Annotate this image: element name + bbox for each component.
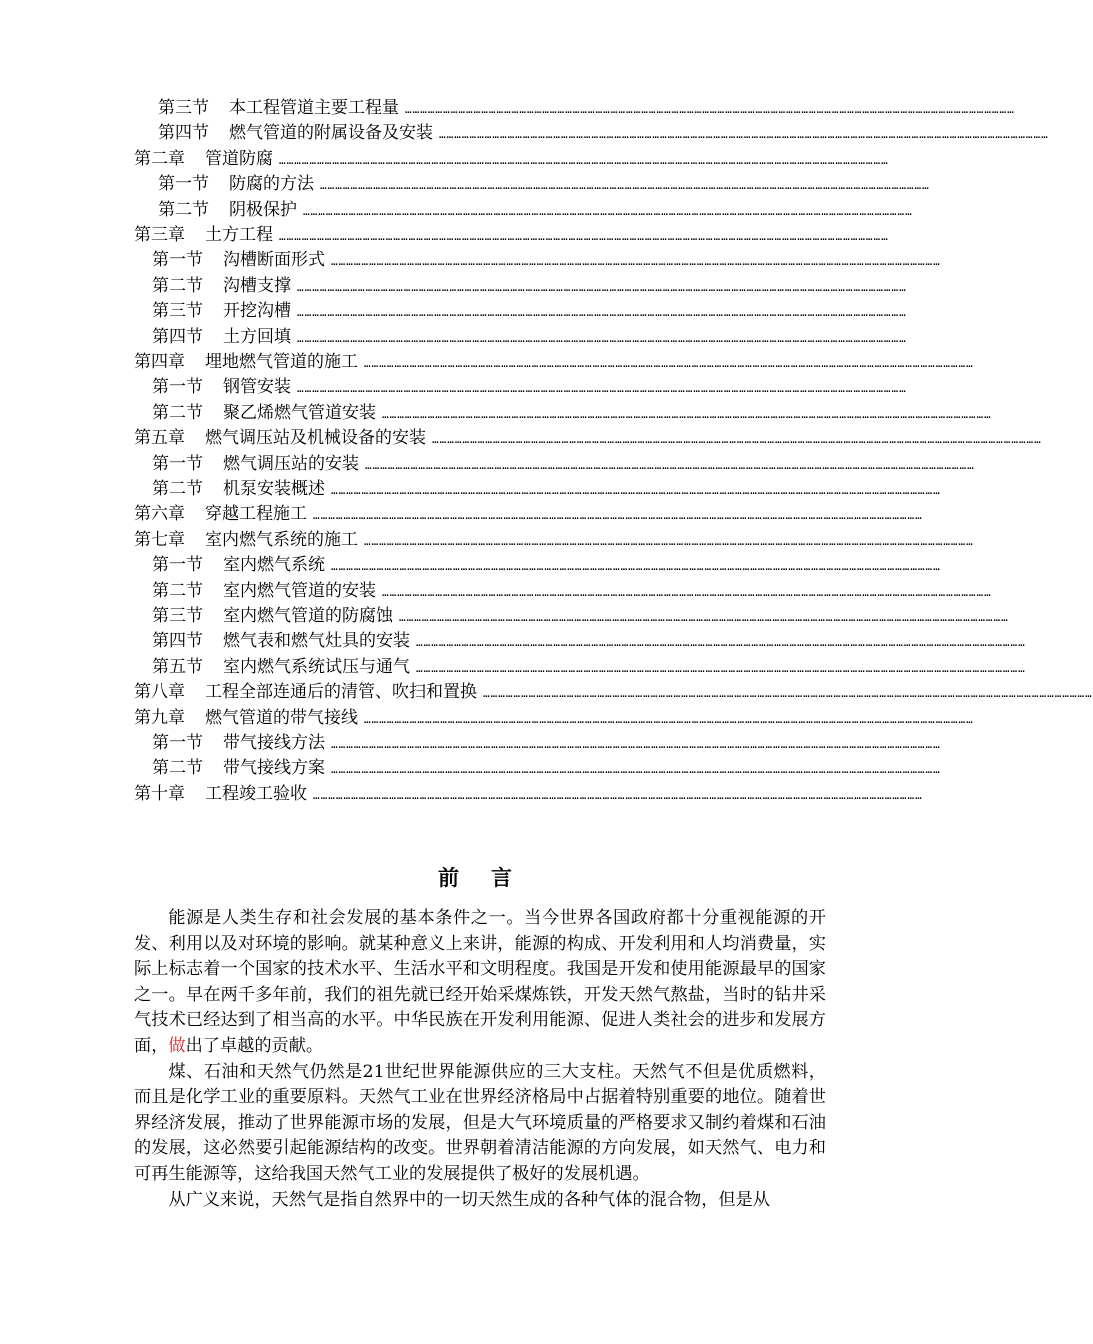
toc-leader-dots: …………………………………………………………………………………………………………………………………………………………………………………………………………………… [303,204,913,218]
toc-leader-dots: …………………………………………………………………………………………………………………………………………………………………………………………………………………… [382,407,992,421]
toc-entry-number: 第二节 [152,402,203,423]
toc-entry-number: 第五章 [134,428,185,449]
toc-entry[interactable] [152,655,1026,680]
toc-entry-number: 第五节 [152,656,203,677]
toc-leader-dots: …………………………………………………………………………………………………………………………………………………………………………………………………………………… [320,179,930,193]
toc-entry[interactable] [152,299,907,324]
toc-entry-title: 工程全部连通后的清管、吹扫和置换 [205,682,477,703]
toc-entry-number: 第四节 [158,123,209,144]
toc-entry-title: 室内燃气管道的安装 [223,580,376,601]
toc-entry-title: 管道防腐 [205,148,273,169]
toc-entry-number: 第二节 [152,758,203,779]
toc-entry-number: 第八章 [134,682,185,703]
toc-entry-number: 第一节 [152,377,203,398]
toc-leader-dots: …………………………………………………………………………………………………………………………………………………………………………………………………………………… [331,763,941,777]
toc-entry-title: 阴极保护 [229,199,297,220]
toc-leader-dots: …………………………………………………………………………………………………………………………………………………………………………………………………………………… [331,560,941,574]
toc-entry[interactable] [158,96,1015,121]
toc-entry[interactable] [152,553,941,578]
toc-entry-title: 燃气调压站及机械设备的安装 [205,428,426,449]
toc-entry-number: 第四节 [152,326,203,347]
toc-entry-title: 钢管安装 [223,377,291,398]
toc-entry[interactable] [158,121,1049,146]
toc-entry-title: 室内燃气系统 [223,555,325,576]
toc-entry-title: 防腐的方法 [229,174,314,195]
toc-entry-title: 燃气表和燃气灶具的安装 [223,631,410,652]
toc-entry[interactable] [134,528,974,553]
toc-entry[interactable] [134,147,889,172]
toc-entry-title: 室内燃气系统的施工 [205,529,358,550]
toc-entry-title: 室内燃气管道的防腐蚀 [223,606,393,626]
toc-entry-number: 第二节 [152,580,203,601]
toc-leader-dots: …………………………………………………………………………………………………………………………………………………………………………………………………………………… [297,280,907,294]
toc-entry-number: 第一节 [152,453,203,474]
toc-entry[interactable] [158,172,930,197]
preface-heading: 前言 [438,866,544,890]
toc-entry-number: 第十章 [134,783,185,804]
toc-leader-dots: …………………………………………………………………………………………………………………………………………………………………………………………………………………… [364,534,974,548]
toc-entry-title: 开挖沟槽 [223,301,291,322]
toc-leader-dots: …………………………………………………………………………………………………………………………………………………………………………………………………………………… [331,255,941,269]
toc-entry-title: 燃气管道的带气接线 [205,707,358,728]
toc-entry-title: 带气接线方法 [223,733,325,753]
toc-leader-dots: …………………………………………………………………………………………………………………………………………………………………………………………………………………… [313,788,923,802]
toc-leader-dots: …………………………………………………………………………………………………………………………………………………………………………………………………………………… [331,484,941,497]
highlighted-char: 做 [168,1035,186,1056]
toc-entry-number: 第三节 [152,606,203,626]
toc-entry[interactable] [152,629,1026,654]
toc-entry[interactable] [158,198,913,223]
preface-paragraph-3: 从广义来说，天然气是指自然界中的一切天然生成的各种气体的混合物，但是从 [168,1189,770,1210]
toc-entry-title: 带气接线方案 [223,758,325,779]
toc-entry-title: 本工程管道主要工程量 [229,98,399,118]
toc-entry[interactable] [152,325,907,350]
toc-entry[interactable] [134,706,974,731]
toc-entry-title: 工程竣工验收 [205,783,307,804]
toc-entry-title: 聚乙烯燃气管道安装 [223,402,376,423]
toc-leader-dots: …………………………………………………………………………………………………………………………………………………………………………………………………………………… [405,103,1015,116]
toc-entry-number: 第六章 [134,504,185,525]
toc-entry[interactable] [152,452,975,477]
toc-entry-title: 沟槽断面形式 [223,250,325,271]
toc-leader-dots: …………………………………………………………………………………………………………………………………………………………………………………………………………………… [364,712,974,726]
toc-leader-dots: …………………………………………………………………………………………………………………………………………………………………………………………………………………… [279,230,889,243]
toc-entry[interactable] [134,426,1042,451]
toc-entry[interactable] [152,401,992,426]
toc-entry-title: 土方回填 [223,326,291,347]
toc-entry-title: 燃气管道的附属设备及安装 [229,123,433,144]
toc-leader-dots: …………………………………………………………………………………………………………………………………………………………………………………………………………………… [365,458,975,472]
toc-leader-dots: …………………………………………………………………………………………………………………………………………………………………………………………………………………… [439,128,1049,142]
toc-entry[interactable] [134,782,923,807]
toc-entry[interactable] [152,375,907,400]
toc-entry[interactable] [152,604,1009,629]
toc-leader-dots: …………………………………………………………………………………………………………………………………………………………………………………………………………………… [399,611,1009,624]
toc-entry-title: 穿越工程施工 [205,504,307,525]
toc-leader-dots: …………………………………………………………………………………………………………………………………………………………………………………………………………………… [416,661,1026,675]
toc-entry-number: 第二章 [134,148,185,169]
toc-entry[interactable] [134,680,1093,705]
toc-entry-number: 第七章 [134,529,185,550]
toc-entry-number: 第一节 [158,174,209,195]
toc-leader-dots: …………………………………………………………………………………………………………………………………………………………………………………………………………………… [331,738,941,751]
toc-leader-dots: …………………………………………………………………………………………………………………………………………………………………………………………………………………… [364,357,974,370]
toc-leader-dots: …………………………………………………………………………………………………………………………………………………………………………………………………………………… [297,331,907,345]
preface-paragraph-1: 能源是人类生存和社会发展的基本条件之一。当今世界各国政府都十分重视能源的开发、利用以及对环境的影响。就某种意义上来讲，能源的构成、开发利用和人均消费量，实际上标志着一个国家的技术水平、生活水平和文明程度。我国是开发和使用能源最早的国家之一。早在两千多年前，我们的祖先就已经开始采煤炼铁，开发天然气熬盐，当时的钻井采气技术已经达到了相当高的水平。中华民族在开发利用能源、促进人类社会的进步和发展方面，做出了卓越的贡献。 [134,908,826,1056]
toc-entry-number: 第二节 [158,199,209,220]
toc-entry-number: 第二节 [152,275,203,296]
toc-entry[interactable] [152,477,941,502]
toc-entry[interactable] [134,223,889,248]
toc-entry-title: 沟槽支撑 [223,275,291,296]
preface-paragraph-2: 煤、石油和天然气仍然是21世纪世界能源供应的三大支柱。天然气不但是优质燃料，而且是化学工业的重要原料。天然气工业在世界经济格局中占据着特别重要的地位。随着世界经济发展，推动了世界能源市场的发展，但是大气环境质量的严格要求又制约着煤和石油的发展，这必然要引起能源结构的改变。世界朝着清洁能源的方向发展，如天然气、电力和可再生能源等，这给我国天然气工业的发展提供了极好的发展机遇。 [134,1061,826,1184]
toc-entry[interactable] [152,756,941,781]
toc-entry-number: 第二节 [152,479,203,499]
toc-entry-title: 土方工程 [205,225,273,245]
toc-leader-dots: …………………………………………………………………………………………………………………………………………………………………………………………………………………… [382,585,992,599]
toc-entry-number: 第三章 [134,225,185,245]
toc-leader-dots: …………………………………………………………………………………………………………………………………………………………………………………………………………………… [432,433,1042,447]
toc-entry[interactable] [152,248,941,273]
toc-leader-dots: …………………………………………………………………………………………………………………………………………………………………………………………………………………… [297,382,907,396]
toc-entry[interactable] [134,350,974,375]
toc-entry-number: 第一节 [152,250,203,271]
toc-leader-dots: …………………………………………………………………………………………………………………………………………………………………………………………………………………… [279,153,889,167]
toc-entry-number: 第四章 [134,352,185,372]
toc-entry[interactable] [134,502,923,527]
toc-entry-number: 第一节 [152,555,203,576]
toc-entry-number: 第三节 [158,98,209,118]
toc-entry-title: 机泵安装概述 [223,479,325,499]
toc-leader-dots: …………………………………………………………………………………………………………………………………………………………………………………………………………………… [416,636,1026,650]
toc-entry[interactable] [152,731,941,756]
toc-leader-dots: …………………………………………………………………………………………………………………………………………………………………………………………………………………… [313,509,923,523]
toc-entry-title: 燃气调压站的安装 [223,453,359,474]
toc-leader-dots: …………………………………………………………………………………………………………………………………………………………………………………………………………………… [297,306,907,320]
toc-entry-number: 第九章 [134,707,185,728]
toc-entry-number: 第一节 [152,733,203,753]
toc-leader-dots: …………………………………………………………………………………………………………………………………………………………………………………………………………………… [483,687,1093,701]
toc-entry[interactable] [152,579,992,604]
preface-body [134,906,826,1213]
toc-entry[interactable] [152,274,907,299]
toc-entry-number: 第三节 [152,301,203,322]
toc-entry-number: 第四节 [152,631,203,652]
toc-entry-title: 室内燃气系统试压与通气 [223,656,410,677]
toc-entry-title: 埋地燃气管道的施工 [205,352,358,372]
